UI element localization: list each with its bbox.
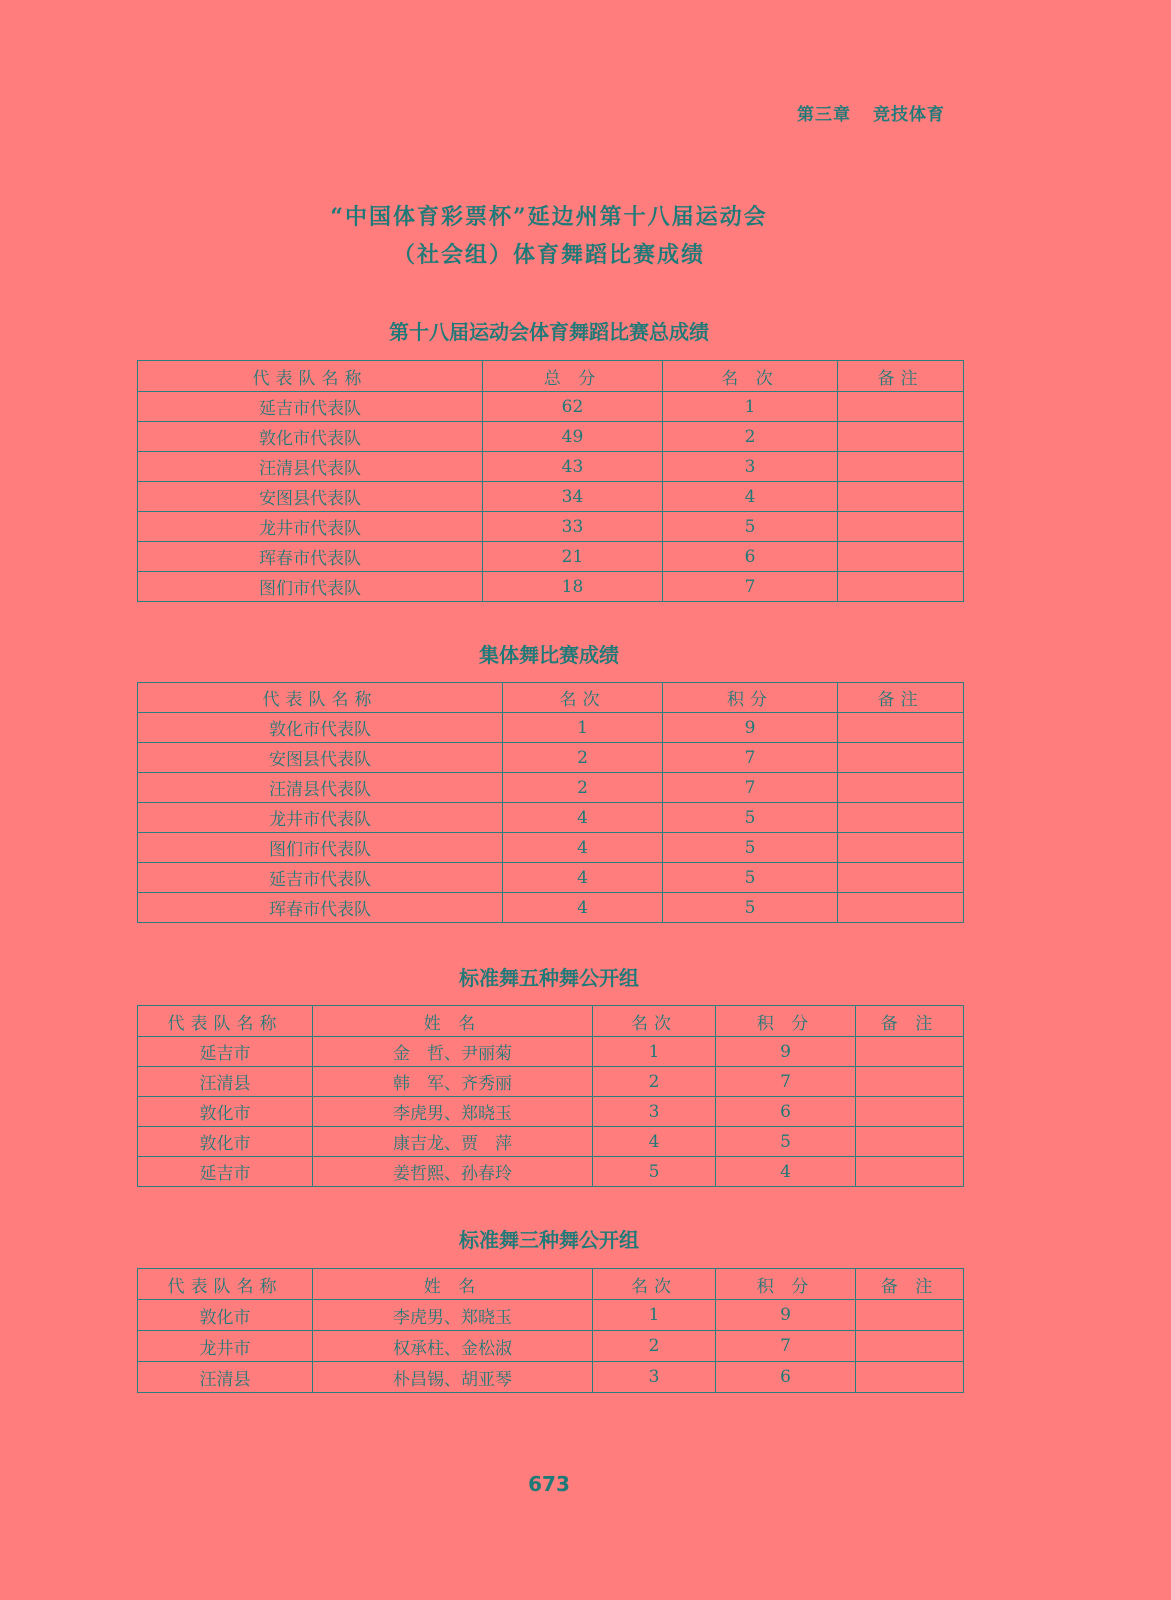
table-cell: 5 — [663, 863, 838, 893]
table-cell: 龙井市 — [138, 1331, 313, 1362]
table-cell: 1 — [593, 1300, 716, 1331]
page-title-line2: （社会组）体育舞蹈比赛成绩 — [392, 242, 705, 268]
table-cell — [838, 572, 964, 602]
column-header: 备注 — [838, 361, 964, 392]
table-cell: 5 — [663, 833, 838, 863]
chapter-label: 第三章 — [797, 105, 851, 125]
table-cell: 2 — [663, 422, 838, 452]
column-header: 名次 — [593, 1006, 716, 1037]
table-cell: 珲春市代表队 — [138, 542, 483, 572]
table-cell: 2 — [503, 773, 663, 803]
column-header: 总 分 — [483, 361, 663, 392]
table-cell — [838, 803, 964, 833]
column-header: 姓 名 — [313, 1006, 593, 1037]
column-header: 积 分 — [716, 1006, 856, 1037]
table-row — [138, 773, 964, 803]
column-header: 名次 — [593, 1269, 716, 1300]
table-cell — [838, 833, 964, 863]
table-cell: 5 — [716, 1127, 856, 1157]
table-row — [138, 1097, 964, 1127]
table-row — [138, 482, 964, 512]
table-cell — [856, 1097, 964, 1127]
table-cell: 7 — [716, 1067, 856, 1097]
table-cell — [856, 1300, 964, 1331]
table-row — [138, 833, 964, 863]
table-cell: 7 — [663, 572, 838, 602]
group-dance-table — [137, 682, 964, 923]
table-cell: 朴昌锡、胡亚琴 — [313, 1362, 593, 1393]
table-cell: 3 — [663, 452, 838, 482]
table-cell: 2 — [593, 1331, 716, 1362]
table-cell — [838, 542, 964, 572]
table-cell: 4 — [503, 833, 663, 863]
column-header: 备 注 — [856, 1006, 964, 1037]
table-cell: 5 — [663, 803, 838, 833]
table-row — [138, 743, 964, 773]
table-cell: 汪清县 — [138, 1362, 313, 1393]
table-row — [138, 542, 964, 572]
table-row — [138, 863, 964, 893]
table-cell: 敦化市 — [138, 1097, 313, 1127]
page-title-line1: “中国体育彩票杯”延边州第十八届运动会 — [330, 204, 768, 230]
table-header-row — [138, 1006, 964, 1037]
table-header-row — [138, 683, 964, 713]
column-header: 代表队名称 — [138, 1006, 313, 1037]
table-cell: 5 — [593, 1157, 716, 1187]
table-cell — [838, 893, 964, 923]
table-row — [138, 512, 964, 542]
table-cell: 7 — [663, 743, 838, 773]
table-cell: 2 — [503, 743, 663, 773]
table-cell: 4 — [503, 893, 663, 923]
table-cell: 33 — [483, 512, 663, 542]
table-cell — [838, 743, 964, 773]
table-cell: 韩 军、齐秀丽 — [313, 1067, 593, 1097]
table-cell: 49 — [483, 422, 663, 452]
table-cell: 1 — [503, 713, 663, 743]
column-header: 备 注 — [856, 1269, 964, 1300]
table-cell: 4 — [716, 1157, 856, 1187]
standard-five-table — [137, 1005, 964, 1187]
table-cell: 李虎男、郑晓玉 — [313, 1300, 593, 1331]
column-header: 积 分 — [716, 1269, 856, 1300]
table-header-row — [138, 1269, 964, 1300]
table-cell: 珲春市代表队 — [138, 893, 503, 923]
table-row — [138, 1300, 964, 1331]
table-cell: 敦化市代表队 — [138, 422, 483, 452]
table-cell: 李虎男、郑晓玉 — [313, 1097, 593, 1127]
chapter-topic: 竞技体育 — [873, 105, 945, 125]
page-number: 673 — [528, 1472, 570, 1496]
table-cell: 34 — [483, 482, 663, 512]
table-row — [138, 1157, 964, 1187]
table-row — [138, 1331, 964, 1362]
table-cell: 敦化市 — [138, 1300, 313, 1331]
total-score-table — [137, 360, 964, 602]
column-header: 代表队名称 — [138, 361, 483, 392]
table-cell: 汪清县 — [138, 1067, 313, 1097]
table-cell: 汪清县代表队 — [138, 452, 483, 482]
table-cell: 9 — [663, 713, 838, 743]
table-row — [138, 1362, 964, 1393]
standard-three-section-title: 标准舞三种舞公开组 — [459, 1228, 639, 1252]
total-section-title: 第十八届运动会体育舞蹈比赛总成绩 — [389, 320, 709, 344]
table-cell: 5 — [663, 893, 838, 923]
table-cell: 康吉龙、贾 萍 — [313, 1127, 593, 1157]
table-cell: 9 — [716, 1300, 856, 1331]
table-cell: 6 — [716, 1362, 856, 1393]
table-cell: 图们市代表队 — [138, 833, 503, 863]
table-cell — [856, 1157, 964, 1187]
table-cell: 21 — [483, 542, 663, 572]
table-row — [138, 392, 964, 422]
table-row — [138, 452, 964, 482]
standard-five-section-title: 标准舞五种舞公开组 — [459, 966, 639, 990]
table-cell: 4 — [503, 803, 663, 833]
table-cell: 安图县代表队 — [138, 482, 483, 512]
table-cell: 汪清县代表队 — [138, 773, 503, 803]
table-cell — [838, 773, 964, 803]
table-cell: 延吉市 — [138, 1037, 313, 1067]
table-cell: 6 — [663, 542, 838, 572]
column-header: 代表队名称 — [138, 683, 503, 713]
table-cell: 权承柱、金松淑 — [313, 1331, 593, 1362]
table-cell — [838, 422, 964, 452]
table-cell: 1 — [593, 1037, 716, 1067]
table-cell — [838, 863, 964, 893]
running-header — [797, 100, 945, 125]
table-row — [138, 713, 964, 743]
table-cell: 图们市代表队 — [138, 572, 483, 602]
table-cell: 7 — [716, 1331, 856, 1362]
table-cell: 龙井市代表队 — [138, 512, 483, 542]
table-cell: 4 — [503, 863, 663, 893]
table-cell — [856, 1067, 964, 1097]
table-cell — [856, 1362, 964, 1393]
table-cell: 4 — [663, 482, 838, 512]
table-cell — [856, 1127, 964, 1157]
table-cell: 1 — [663, 392, 838, 422]
table-cell: 龙井市代表队 — [138, 803, 503, 833]
table-cell: 4 — [593, 1127, 716, 1157]
table-cell: 43 — [483, 452, 663, 482]
column-header: 代表队名称 — [138, 1269, 313, 1300]
table-cell — [856, 1331, 964, 1362]
table-cell: 金 哲、尹丽菊 — [313, 1037, 593, 1067]
column-header: 积分 — [663, 683, 838, 713]
table-cell: 延吉市代表队 — [138, 392, 483, 422]
table-row — [138, 1067, 964, 1097]
table-cell: 敦化市代表队 — [138, 713, 503, 743]
table-header-row — [138, 361, 964, 392]
standard-three-table — [137, 1268, 964, 1393]
column-header: 名 次 — [663, 361, 838, 392]
table-cell — [838, 482, 964, 512]
table-cell — [838, 392, 964, 422]
column-header: 名次 — [503, 683, 663, 713]
table-cell — [838, 512, 964, 542]
table-cell — [838, 452, 964, 482]
table-cell: 9 — [716, 1037, 856, 1067]
table-row — [138, 422, 964, 452]
table-row — [138, 1127, 964, 1157]
table-cell: 6 — [716, 1097, 856, 1127]
table-cell: 7 — [663, 773, 838, 803]
table-cell: 姜哲熙、孙春玲 — [313, 1157, 593, 1187]
column-header: 姓 名 — [313, 1269, 593, 1300]
table-cell: 62 — [483, 392, 663, 422]
table-row — [138, 893, 964, 923]
table-cell: 2 — [593, 1067, 716, 1097]
table-cell — [856, 1037, 964, 1067]
column-header: 备注 — [838, 683, 964, 713]
table-row — [138, 572, 964, 602]
table-cell: 安图县代表队 — [138, 743, 503, 773]
table-cell: 3 — [593, 1097, 716, 1127]
table-cell — [838, 713, 964, 743]
table-cell: 5 — [663, 512, 838, 542]
table-cell: 延吉市 — [138, 1157, 313, 1187]
table-cell: 敦化市 — [138, 1127, 313, 1157]
group-dance-section-title: 集体舞比赛成绩 — [479, 643, 619, 667]
table-row — [138, 1037, 964, 1067]
table-row — [138, 803, 964, 833]
table-cell: 3 — [593, 1362, 716, 1393]
table-cell: 18 — [483, 572, 663, 602]
table-cell: 延吉市代表队 — [138, 863, 503, 893]
